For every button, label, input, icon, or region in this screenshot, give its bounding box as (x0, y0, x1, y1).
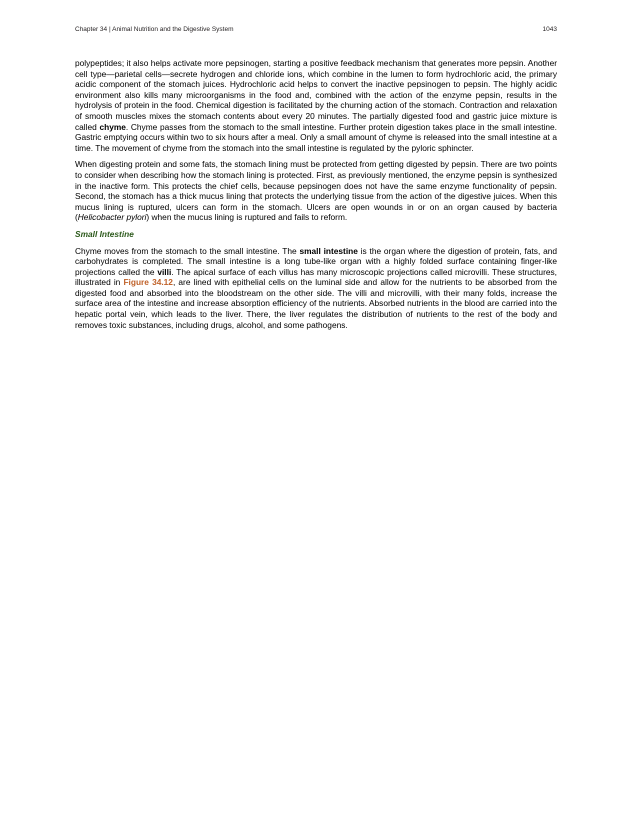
species-name: Helicobacter pylori (77, 212, 147, 223)
paragraph-text: Chyme moves from the stomach to the small intestine. The (75, 245, 300, 256)
term-small-intestine: small intestine (299, 245, 358, 256)
paragraph-stomach-digestion (75, 58, 557, 153)
term-chyme: chyme (99, 121, 126, 132)
page-body (75, 58, 557, 336)
paragraph-small-intestine (75, 246, 557, 331)
page-header (75, 26, 557, 38)
figure-link[interactable]: Figure 34.12 (123, 277, 173, 288)
chapter-label: Chapter 34 | Animal Nutrition and the Digestive System (75, 26, 234, 33)
paragraph-text: . The apical surface of each villus has many microscopic projections called microvilli. These structures, illustrated in (75, 266, 557, 288)
paragraph-text: , are lined with epithelial cells on the luminal side and allow for the nutrients to be absorbed from the digested food and absorbed into the bloodstream on the other side. The villi and microvilli, with their many folds, increase the surface area of the intestine and increase absorption efficiency of the nutrients. Absorbed nutrients in the blood are carried into the hepatic portal vein, which leads to the liver. There, the liver regulates the distribution of nutrients to the rest of the body and removes toxic substances, including drugs, alcohol, and some pathogens. (75, 277, 557, 330)
term-villi: villi (157, 266, 172, 277)
section-heading-small-intestine: Small Intestine (75, 228, 134, 239)
paragraph-text: When digesting protein and some fats, the stomach lining must be protected from getting digested by pepsin. There are two points to consider when describing how the stomach lining is protected. First, as previously mentioned, the enzyme pepsin is synthesized in the inactive form. This protects the chief cells, because pepsinogen does not have the same enzyme functionality of pepsin. Second, the stomach has a thick mucus lining that protects the underlying tissue from the action of the digestive juices. When this mucus lining is ruptured, ulcers can form in the stomach. Ulcers are open wounds in or on an organ caused by bacteria ( (75, 159, 557, 223)
page-number: 1043 (542, 26, 557, 33)
paragraph-text: is the organ where the digestion of protein, fats, and carbohydrates is completed. The small intestine is a long tube-like organ with a highly folded surface containing finger-like projections called the (75, 245, 558, 277)
paragraph-stomach-lining (75, 159, 557, 223)
paragraph-text: . Chyme passes from the stomach to the small intestine. Further protein digestion takes place in the small intestine. Gastric emptying occurs within two to six hours after a meal. Only a small amount of chyme is released into the small intestine at a time. The movement of chyme from the stomach into the small intestine is regulated by the pyloric sphincter. (75, 121, 557, 153)
paragraph-text: polypeptides; it also helps activate more pepsinogen, starting a positive feedback mechanism that generates more pepsin. Another cell type—parietal cells—secrete hydrogen and chloride ions, which combine in the lumen to form hydrochloric acid, the primary acidic component of the stomach juices. Hydrochloric acid helps to convert the inactive pepsinogen to pepsin. The highly acidic environment also kills many microorganisms in the food and, combined with the action of the enzyme pepsin, results in the hydrolysis of protein in the food. Chemical digestion is facilitated by the churning action of the stomach. Contraction and relaxation of smooth muscles mixes the stomach contents about every 20 minutes. The partially digested food and gastric juice mixture is called (75, 58, 557, 132)
paragraph-text: ) when the mucus lining is ruptured and fails to reform. (146, 212, 348, 223)
